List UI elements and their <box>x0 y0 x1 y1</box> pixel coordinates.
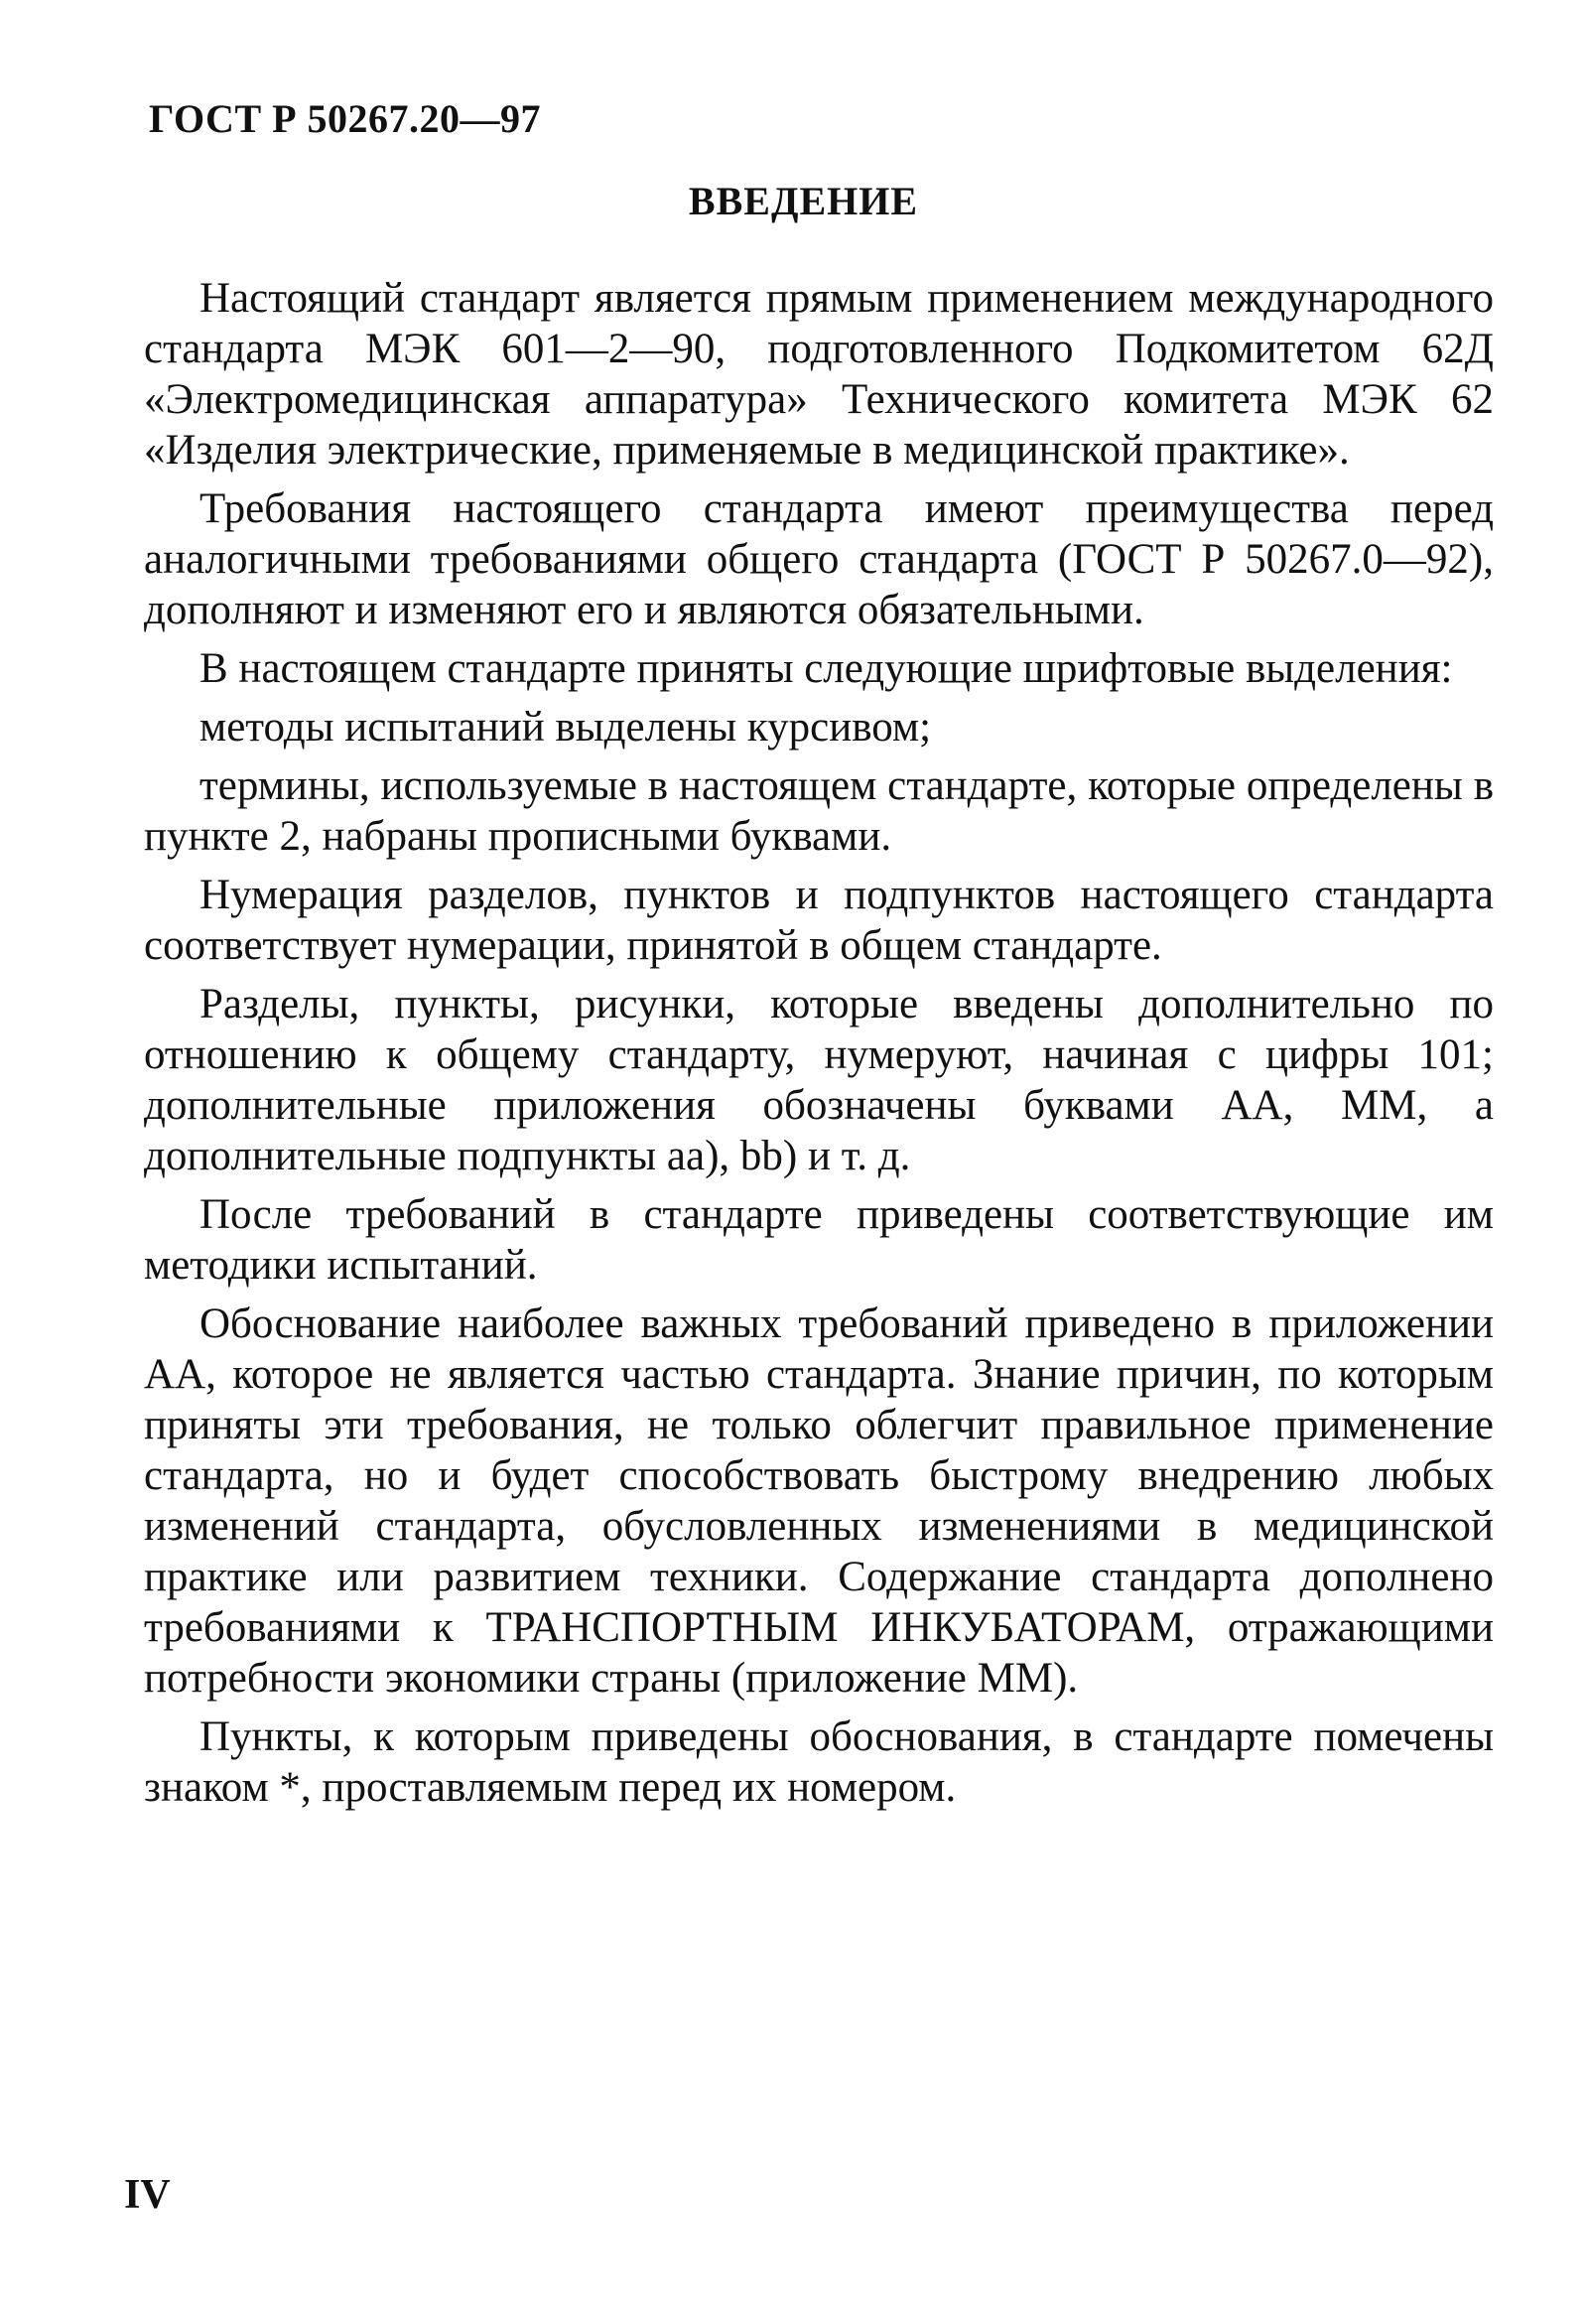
paragraph-test-methods-italic: методы испытаний выделены курсивом; <box>199 704 932 751</box>
paragraph-test-procedures: После требований в стандарте приведены соответствующие им методики испытаний. <box>144 1191 1494 1289</box>
paragraph-asterisk-marking: Пункты, к которым приведены обоснования, в стандарте помечены знаком *, проставляемым перед их номером. <box>144 1713 1494 1811</box>
paragraph-standard-basis: Настоящий стандарт является прямым применением международного стандарта МЭК 601—2—90, подготовленного Подкомитетом 62Д «Электромедицинская аппаратура» Технического комитета МЭК 62 «Изделия электрические, применяемые в медицинской практике». <box>144 275 1494 474</box>
paragraph-terms-capitals: термины, используемые в настоящем стандарте, которые определены в пункте 2, набраны прописными буквами. <box>144 762 1494 860</box>
section-title: ВВЕДЕНИЕ <box>688 179 919 223</box>
paragraph-requirements-priority: Требования настоящего стандарта имеют преимущества перед аналогичными требованиями общего стандарта (ГОСТ Р 50267.0—92), дополняют и изменяют его и являются обязательными. <box>144 485 1494 633</box>
paragraph-font-conventions: В настоящем стандарте приняты следующие шрифтовые выделения: <box>199 645 1453 692</box>
body-text <box>144 273 1494 1821</box>
paragraph-additional-sections: Разделы, пункты, рисунки, которые введены дополнительно по отношению к общему стандарту, нумеруют, начиная с цифры 101; дополнительные приложения обозначены буквами АА, ММ, а дополнительные подпункты aa), bb) и т. д. <box>144 981 1494 1179</box>
document-header: ГОСТ Р 50267.20—97 <box>149 96 542 141</box>
page-number: IV <box>124 2172 171 2218</box>
paragraph-numbering: Нумерация разделов, пунктов и подпунктов настоящего стандарта соответствует нумерации, принятой в общем стандарте. <box>144 872 1494 969</box>
paragraph-rationale: Обоснование наиболее важных требований приведено в приложении АА, которое не является частью стандарта. Знание причин, по которым приняты эти требования, не только облегчит правильное применение стандарта, но и будет способствовать быстрому внедрению любых изменений стандарта, обусловленных изменениями в медицинской практике или развитием техники. Содержание стандарта дополнено требованиями к ТРАНСПОРТНЫМ ИНКУБАТОРАМ, отражающими потребности экономики страны (приложение ММ). <box>144 1300 1494 1702</box>
